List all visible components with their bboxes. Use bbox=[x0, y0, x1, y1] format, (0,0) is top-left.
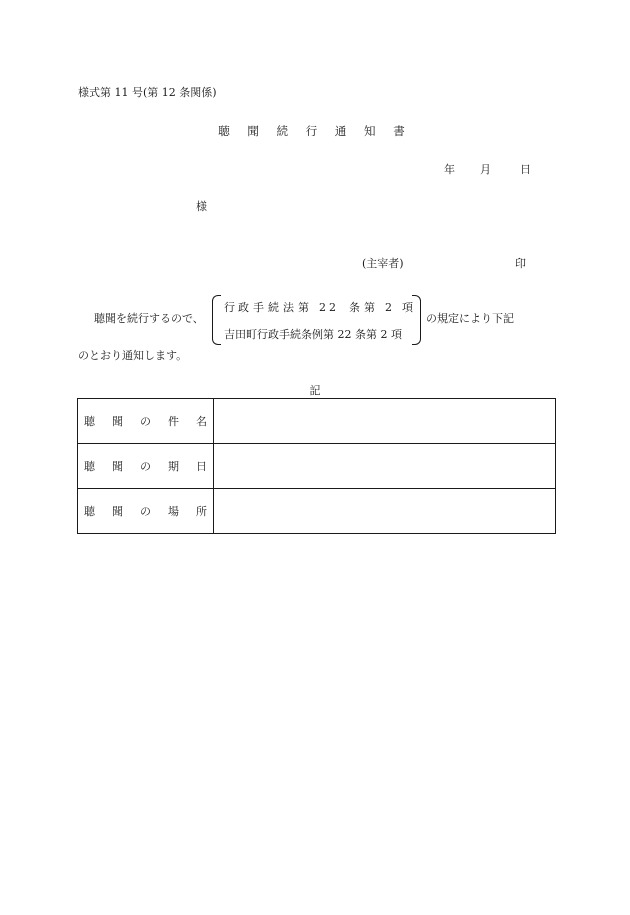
law-char: 2 bbox=[329, 301, 336, 314]
date-month-label: 月 bbox=[480, 163, 491, 176]
row-label-cell bbox=[78, 444, 214, 489]
label-char: の bbox=[140, 460, 151, 473]
row-label-cell bbox=[78, 399, 214, 444]
law-char: 第 bbox=[298, 301, 309, 314]
label-char: 聞 bbox=[112, 415, 123, 428]
details-table bbox=[77, 398, 556, 534]
row-label bbox=[78, 413, 213, 429]
label-char: の bbox=[140, 415, 151, 428]
label-char: 期 bbox=[168, 460, 179, 473]
label-char: 聴 bbox=[84, 460, 95, 473]
law-char: 法 bbox=[283, 301, 294, 314]
label-char: 聞 bbox=[112, 505, 123, 518]
table-row bbox=[78, 444, 556, 489]
label-char: 日 bbox=[196, 460, 207, 473]
law-char: 条 bbox=[349, 301, 360, 314]
organizer-label: (主宰者) bbox=[362, 257, 404, 270]
body-suffix: の規定により下記 bbox=[426, 312, 514, 325]
body-prefix: 聴聞を続行するので、 bbox=[94, 312, 204, 325]
right-bracket bbox=[412, 295, 421, 345]
law-char: 行 bbox=[224, 301, 235, 314]
left-bracket bbox=[212, 295, 221, 345]
form-number: 様式第 11 号(第 12 条関係) bbox=[78, 86, 217, 99]
law-char: 続 bbox=[268, 301, 279, 314]
label-char: 聴 bbox=[84, 415, 95, 428]
label-char: 件 bbox=[168, 415, 179, 428]
law-option-2: 吉田町行政手続条例第 22 条第 2 項 bbox=[224, 328, 402, 341]
label-char: 聴 bbox=[84, 505, 95, 518]
law-char: 第 bbox=[364, 301, 375, 314]
document-title: 聴 聞 続 行 通 知 書 bbox=[218, 124, 412, 138]
label-char: の bbox=[140, 505, 151, 518]
label-char: 名 bbox=[196, 415, 207, 428]
law-char: 2 bbox=[319, 301, 326, 314]
label-char: 聞 bbox=[112, 460, 123, 473]
law-option-1 bbox=[224, 299, 413, 315]
date-year-label: 年 bbox=[444, 163, 455, 176]
label-char: 場 bbox=[168, 505, 179, 518]
table-row bbox=[78, 489, 556, 534]
body-continuation: のとおり通知します。 bbox=[78, 349, 188, 362]
row-label bbox=[78, 458, 213, 474]
seal-label: 印 bbox=[515, 257, 526, 270]
addressee-suffix: 様 bbox=[196, 200, 207, 213]
law-char: 政 bbox=[238, 301, 249, 314]
law-char: 項 bbox=[402, 301, 413, 314]
row-value-cell[interactable] bbox=[214, 444, 556, 489]
date-day-label: 日 bbox=[520, 163, 531, 176]
ki-heading: 記 bbox=[309, 384, 321, 397]
table-row bbox=[78, 399, 556, 444]
row-label bbox=[78, 503, 213, 519]
law-char: 2 bbox=[385, 301, 392, 314]
row-label-cell bbox=[78, 489, 214, 534]
row-value-cell[interactable] bbox=[214, 489, 556, 534]
date-line bbox=[444, 161, 531, 177]
law-char: 手 bbox=[253, 301, 264, 314]
row-value-cell[interactable] bbox=[214, 399, 556, 444]
label-char: 所 bbox=[196, 505, 207, 518]
